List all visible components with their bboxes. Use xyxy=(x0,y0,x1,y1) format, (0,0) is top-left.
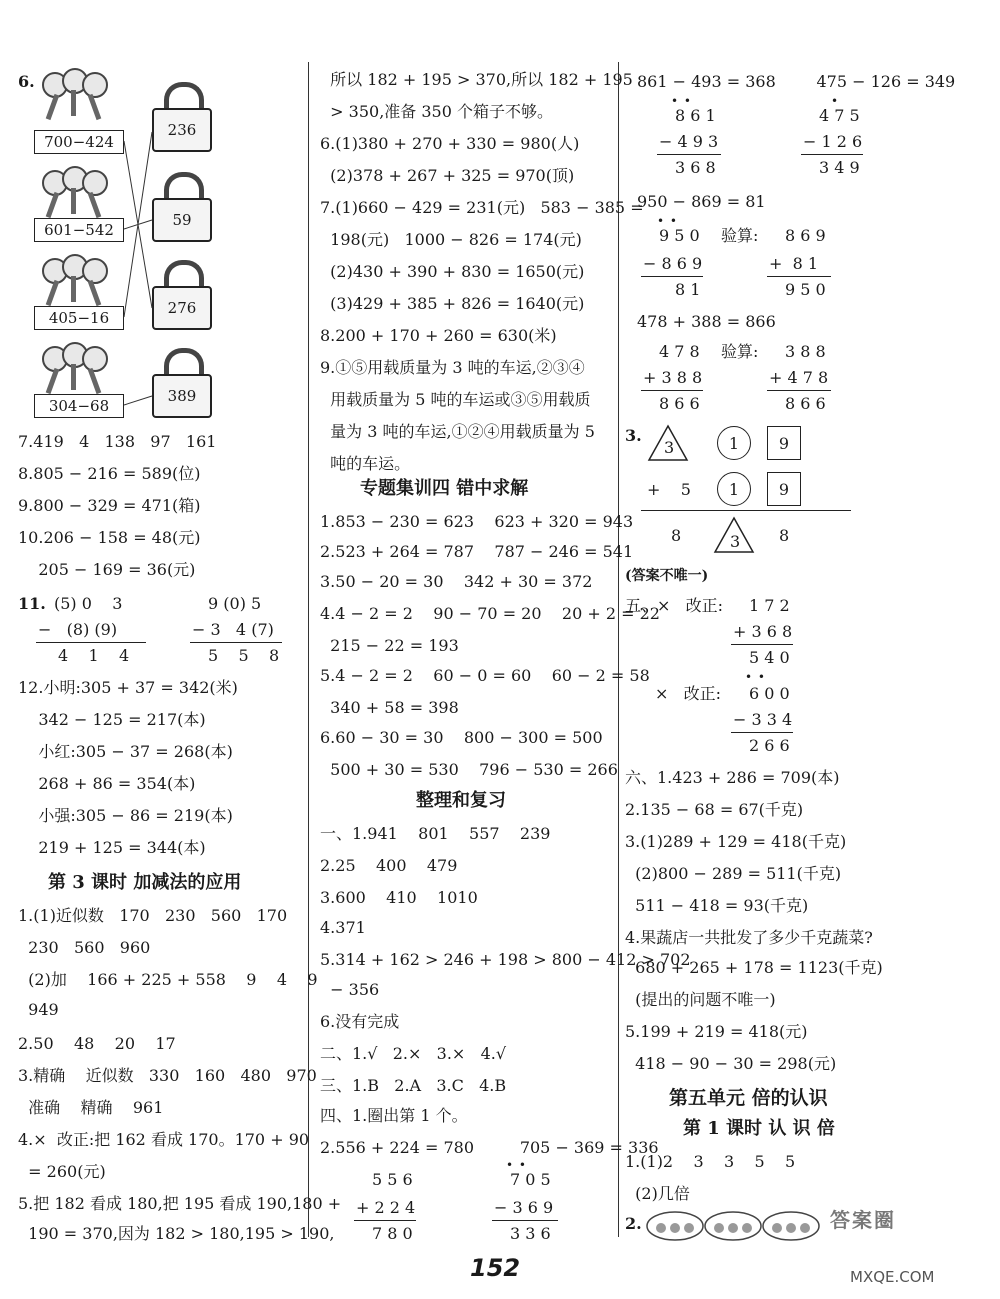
vertical-calc-mid: + 8 1 xyxy=(769,254,819,273)
answer-line: 4.371 xyxy=(320,918,366,937)
answer-line: 268 + 86 = 354(本) xyxy=(18,774,196,793)
correction-label: × 改正: xyxy=(655,684,722,703)
answer-line: (2)430 + 390 + 830 = 1650(元) xyxy=(320,262,585,281)
answer-line: − 356 xyxy=(320,980,380,999)
check-label: 验算: xyxy=(721,226,759,245)
lock-value: 59 xyxy=(152,198,212,242)
key-expression: 700−424 xyxy=(34,130,124,154)
answer-line: 950 − 869 = 81 xyxy=(637,192,766,211)
vertical-calc-top: 4 7 5 xyxy=(819,106,860,125)
vertical-calc-result: 8 6 6 xyxy=(785,394,826,413)
answer-line: 9.①⑤用载质量为 3 吨的车运,②③④ xyxy=(320,358,585,377)
answer-line: (3)429 + 385 + 826 = 1640(元) xyxy=(320,294,585,313)
answer-line: 小红:305 − 37 = 268(本) xyxy=(18,742,233,761)
answer-line: 1.(1)近似数 170 230 560 170 xyxy=(18,906,288,925)
answer-line: 六、1.423 + 286 = 709(本) xyxy=(625,768,840,787)
vertical-calc-top: 3 8 8 xyxy=(785,342,826,361)
key-expression: 601−542 xyxy=(34,218,124,242)
vertical-calc-top: 6 0 0 xyxy=(749,684,790,703)
answer-line: 6.(1)380 + 270 + 330 = 980(人) xyxy=(320,134,580,153)
answer-line: 4.4 − 2 = 2 90 − 70 = 20 20 + 2 = 22 xyxy=(320,604,660,623)
vertical-calc-top: 8 6 1 xyxy=(675,106,716,125)
answer-line: 5.199 + 219 = 418(元) xyxy=(625,1022,808,1041)
answer-line: 1.853 − 230 = 623 623 + 320 = 943 xyxy=(320,512,634,531)
vertical-calc-result: 3 6 8 xyxy=(675,158,716,177)
borrow-dots: • • xyxy=(745,670,766,684)
answer-line: 8.805 − 216 = 589(位) xyxy=(18,464,201,483)
vertical-calc-result: 3 3 6 xyxy=(510,1224,551,1243)
answer-line: 量为 3 吨的车运,①②④用载质量为 5 xyxy=(320,422,595,441)
triangle-digit: 3 xyxy=(730,532,741,551)
answer-line: 5.314 + 162 > 246 + 198 > 800 − 412 > 702 xyxy=(320,950,691,969)
answer-line: 418 − 90 − 30 = 298(元) xyxy=(625,1054,837,1073)
vertical-calc-top: 5 5 6 xyxy=(372,1170,413,1189)
vertical-calc-mid: − 1 2 6 xyxy=(803,132,863,151)
vertical-calc-mid: + 3 8 8 xyxy=(643,368,703,387)
stamp-text: 答案圈 xyxy=(830,1208,896,1232)
answer-line: 219 + 125 = 344(本) xyxy=(18,838,206,857)
calc-rule xyxy=(731,644,793,645)
answer-line: 7.419 4 138 97 161 xyxy=(18,432,217,451)
answer-line: 二、1.√ 2.× 3.× 4.√ xyxy=(320,1044,507,1063)
calc-rule xyxy=(641,390,703,391)
answer-line: 949 xyxy=(18,1000,59,1019)
lesson-heading: 第 1 课时 认 识 倍 xyxy=(683,1118,835,1139)
section-heading: 专题集训四 错中求解 xyxy=(360,478,529,499)
borrow-dots: • • xyxy=(671,94,692,108)
vertical-calc-mid: − (8) (9) xyxy=(38,620,118,639)
vertical-calc-top: (5) 0 3 xyxy=(54,594,123,613)
q3-label: 3. xyxy=(625,426,642,445)
answer-line: 3.50 − 20 = 30 342 + 30 = 372 xyxy=(320,572,593,591)
answer-line: 3.精确 近似数 330 160 480 970 xyxy=(18,1066,317,1085)
vertical-calc-mid: + 4 7 8 xyxy=(769,368,829,387)
answer-line: 861 − 493 = 368 475 − 126 = 349 xyxy=(637,72,956,91)
answer-line: 5.把 182 看成 180,把 195 看成 190,180 + xyxy=(18,1194,342,1213)
vertical-calc-result: 7 8 0 xyxy=(372,1224,413,1243)
matching-lines xyxy=(18,60,303,430)
correction-label: 五、× 改正: xyxy=(625,596,724,615)
vertical-calc-top: 1 7 2 xyxy=(749,596,790,615)
answer-line: 500 + 30 = 530 796 − 530 = 266 xyxy=(320,760,618,779)
vertical-calc-top: 4 7 8 xyxy=(659,342,700,361)
lock-value: 389 xyxy=(152,374,212,418)
vertical-calc-top: 9 5 0 xyxy=(659,226,700,245)
vertical-calc-top: 8 6 9 xyxy=(785,226,826,245)
vertical-calc-result: 3 4 9 xyxy=(819,158,860,177)
vertical-calc-result: 8 1 xyxy=(675,280,701,299)
vertical-calc-result: 8 6 6 xyxy=(659,394,700,413)
calc-rule xyxy=(641,276,703,277)
vertical-calc-top: 9 (0) 5 xyxy=(208,594,262,613)
lock-value: 236 xyxy=(152,108,212,152)
result-digit: 8 xyxy=(671,526,682,545)
column-divider xyxy=(618,62,619,1237)
answer-line: 680 + 265 + 178 = 1123(千克) xyxy=(625,958,883,977)
answer-line: 吨的车运。 xyxy=(320,454,411,473)
answer-line: 190 = 370,因为 182 > 180,195 > 190, xyxy=(18,1224,335,1243)
column-divider xyxy=(308,62,309,1237)
answer-line: 7.(1)660 − 429 = 231(元) 583 − 385 = xyxy=(320,198,644,217)
answer-line: > 350,准备 350 个箱子不够。 xyxy=(320,102,554,121)
calc-rule xyxy=(731,732,793,733)
vertical-calc-mid: − 3 3 4 xyxy=(733,710,793,729)
answer-line: = 260(元) xyxy=(18,1162,106,1181)
answer-line: 小强:305 − 86 = 219(本) xyxy=(18,806,233,825)
answer-line: 4.果蔬店一共批发了多少千克蔬菜? xyxy=(625,928,873,947)
watermark: MXQE.COM xyxy=(850,1268,935,1286)
answer-line: 2. xyxy=(625,1214,642,1233)
answer-line: (2)加 166 + 225 + 558 9 4 9 xyxy=(18,970,318,989)
triangle-digit: 3 xyxy=(664,438,675,457)
answer-line: (提出的问题不唯一) xyxy=(625,990,776,1009)
vertical-calc-result: 9 5 0 xyxy=(785,280,826,299)
vertical-calc-mid: − 8 6 9 xyxy=(643,254,703,273)
q11-label: 11. xyxy=(18,594,46,613)
answer-line: 4.× 改正:把 162 看成 170。170 + 90 xyxy=(18,1130,310,1149)
answer-line: 6.没有完成 xyxy=(320,1012,400,1031)
page-number: 152 xyxy=(470,1254,521,1282)
lock-value: 276 xyxy=(152,286,212,330)
answer-line: (2)几倍 xyxy=(625,1184,690,1203)
calc-rule xyxy=(354,1220,416,1221)
answer-line: 2.25 400 479 xyxy=(320,856,458,875)
calc-rule xyxy=(190,642,282,643)
box-digit: 9 xyxy=(767,472,801,506)
borrow-dots: • xyxy=(831,94,840,108)
vertical-calc-result: 2 6 6 xyxy=(749,736,790,755)
answer-line: 198(元) 1000 − 826 = 174(元) xyxy=(320,230,582,249)
note-text: (答案不唯一) xyxy=(625,568,709,584)
answer-line: 9.800 − 329 = 471(箱) xyxy=(18,496,201,515)
answer-line: 342 − 125 = 217(本) xyxy=(18,710,206,729)
check-label: 验算: xyxy=(721,342,759,361)
q6-label: 6. xyxy=(18,72,35,91)
vertical-calc-result: 5 4 0 xyxy=(749,648,790,667)
answer-line: 8.200 + 170 + 260 = 630(米) xyxy=(320,326,557,345)
result-digit: 8 xyxy=(779,526,790,545)
circle-digit: 1 xyxy=(717,472,751,506)
answer-line: 1.(1)2 3 3 5 5 xyxy=(625,1152,796,1171)
answer-line: 12.小明:305 + 37 = 342(米) xyxy=(18,678,238,697)
answer-line: 340 + 58 = 398 xyxy=(320,698,459,717)
vertical-calc-mid: − 4 9 3 xyxy=(659,132,719,151)
answer-line: 478 + 388 = 866 xyxy=(637,312,776,331)
answer-line: (2)378 + 267 + 325 = 970(顶) xyxy=(320,166,575,185)
answer-line: 用载质量为 5 吨的车运或③⑤用载质 xyxy=(320,390,591,409)
answer-line: 10.206 − 158 = 48(元) xyxy=(18,528,201,547)
box-digit: 9 xyxy=(767,426,801,460)
answer-line: 5.4 − 2 = 2 60 − 0 = 60 60 − 2 = 58 xyxy=(320,666,650,685)
answer-line: 511 − 418 = 93(千克) xyxy=(625,896,809,915)
vertical-calc-mid: + 3 6 8 xyxy=(733,622,793,641)
vertical-calc-result: 5 5 8 xyxy=(208,646,280,665)
answer-line: (2)800 − 289 = 511(千克) xyxy=(625,864,842,883)
calc-rule xyxy=(767,390,831,391)
answer-line: 3.(1)289 + 129 = 418(千克) xyxy=(625,832,847,851)
plus-row: + 5 xyxy=(647,480,691,499)
answer-line: 3.600 410 1010 xyxy=(320,888,478,907)
vertical-calc-mid: − 3 6 9 xyxy=(494,1198,554,1217)
answer-line: 2.50 48 20 17 xyxy=(18,1034,176,1053)
answer-line: 205 − 169 = 36(元) xyxy=(18,560,196,579)
figure-groups-icon xyxy=(645,1208,825,1244)
section-heading: 整理和复习 xyxy=(416,790,506,811)
answer-line: 一、1.941 801 557 239 xyxy=(320,824,551,843)
answer-line: 四、1.圈出第 1 个。 xyxy=(320,1106,468,1125)
vertical-calc-top: 7 0 5 xyxy=(510,1170,551,1189)
calc-rule xyxy=(641,510,851,511)
lesson-heading: 第 3 课时 加减法的应用 xyxy=(48,872,242,893)
answer-line: 三、1.B 2.A 3.C 4.B xyxy=(320,1076,507,1095)
vertical-calc-mid: − 3 4 (7) xyxy=(192,620,274,639)
calc-rule xyxy=(767,276,831,277)
vertical-calc-result: 4 1 4 xyxy=(58,646,130,665)
calc-rule xyxy=(492,1220,558,1221)
circle-digit: 1 xyxy=(717,426,751,460)
key-expression: 405−16 xyxy=(34,306,124,330)
calc-rule xyxy=(801,154,863,155)
calc-rule xyxy=(36,642,146,643)
answer-line: 所以 182 + 195 > 370,所以 182 + 195 xyxy=(320,70,633,89)
answer-line: 2.135 − 68 = 67(千克) xyxy=(625,800,804,819)
answer-line: 2.523 + 264 = 787 787 − 246 = 541 xyxy=(320,542,634,561)
borrow-dots: • • xyxy=(657,214,678,228)
answer-line: 230 560 960 xyxy=(18,938,151,957)
borrow-dots: • • xyxy=(506,1158,527,1172)
answer-line: 2.556 + 224 = 780 705 − 369 = 336 xyxy=(320,1138,659,1157)
vertical-calc-mid: + 2 2 4 xyxy=(356,1198,416,1217)
answer-line: 6.60 − 30 = 30 800 − 300 = 500 xyxy=(320,728,603,747)
answer-line: 215 − 22 = 193 xyxy=(320,636,459,655)
answer-line: 准确 精确 961 xyxy=(18,1098,164,1117)
unit-heading: 第五单元 倍的认识 xyxy=(669,1087,828,1109)
key-expression: 304−68 xyxy=(34,394,124,418)
calc-rule xyxy=(657,154,721,155)
